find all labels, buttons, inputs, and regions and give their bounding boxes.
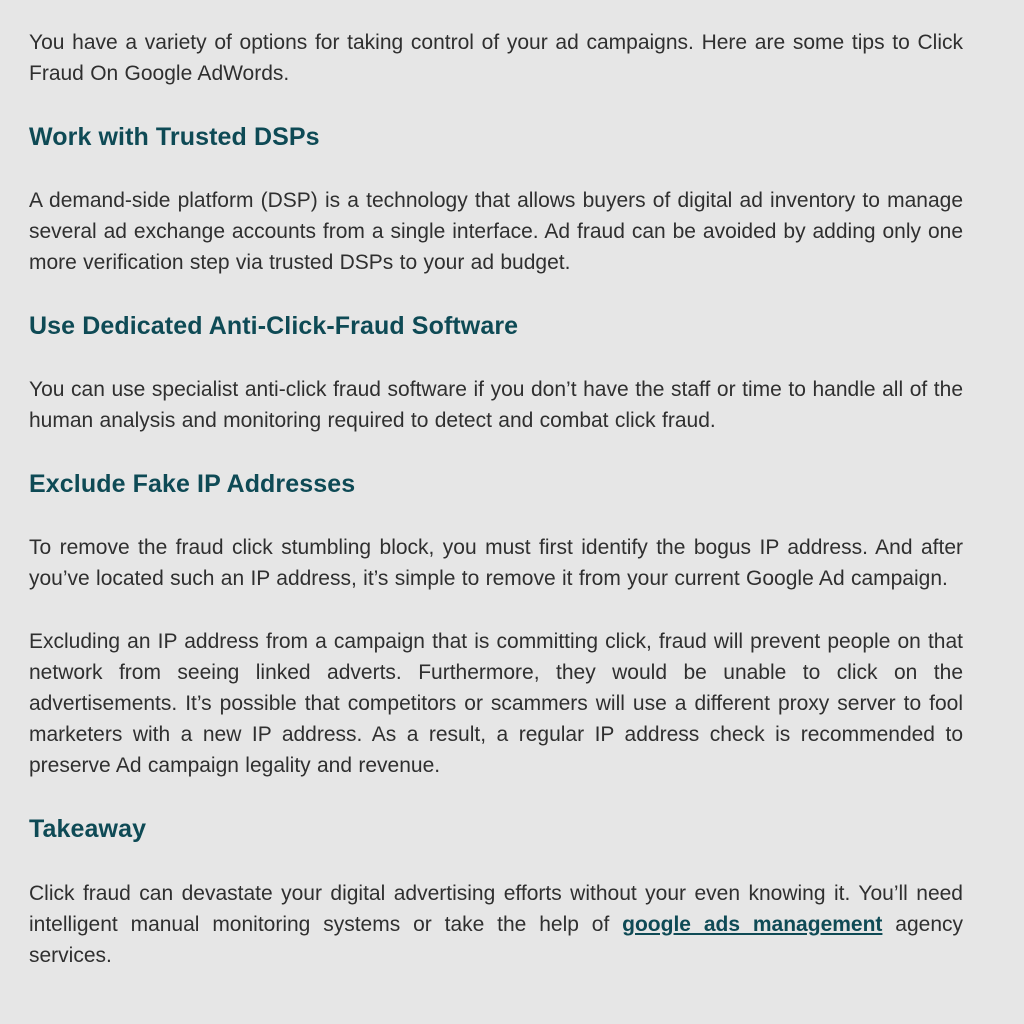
paragraph-takeaway [29,878,963,971]
google-ads-management-link[interactable]: google ads management [622,913,883,936]
paragraph-anti-click-fraud-software: You can use specialist anti-click fraud software if you don’t have the staff or time to handle all of the human analysis and monitoring required to detect and combat click fraud. [29,378,963,432]
intro-paragraph: You have a variety of options for taking control of your ad campaigns. Here are some tips to Click Fraud On Google AdWords. [29,31,963,85]
article [29,27,963,971]
paragraph-trusted-dsps: A demand-side platform (DSP) is a technology that allows buyers of digital ad inventory to manage several ad exchange accounts from a single interface. Ad fraud can be avoided by adding only one more verification step via trusted DSPs to your ad budget. [29,189,963,274]
heading-exclude-fake-ip: Exclude Fake IP Addresses [29,470,356,498]
paragraph-exclude-fake-ip-2: Excluding an IP address from a campaign that is committing click, fraud will prevent people on that network from seeing linked adverts. Furthermore, they would be unable to click on the advertisements. It’s possible that competitors or scammers will use a different proxy server to fool marketers with a new IP address. As a result, a regular IP address check is recommended to preserve Ad campaign legality and revenue. [29,630,963,777]
heading-takeaway: Takeaway [29,815,147,843]
heading-anti-click-fraud-software: Use Dedicated Anti-Click-Fraud Software [29,312,519,340]
paragraph-exclude-fake-ip-1: To remove the fraud click stumbling block, you must first identify the bogus IP address. And after you’ve located such an IP address, it’s simple to remove it from your current Google Ad campaign. [29,536,963,590]
takeaway-text-before-link: Click fraud can devastate your digital advertising efforts without your even knowing it. You’ll need intelligent manual monitoring systems or take the help of [29,882,963,936]
heading-trusted-dsps: Work with Trusted DSPs [29,123,320,151]
takeaway-text-after-link: agency services. [29,913,963,967]
